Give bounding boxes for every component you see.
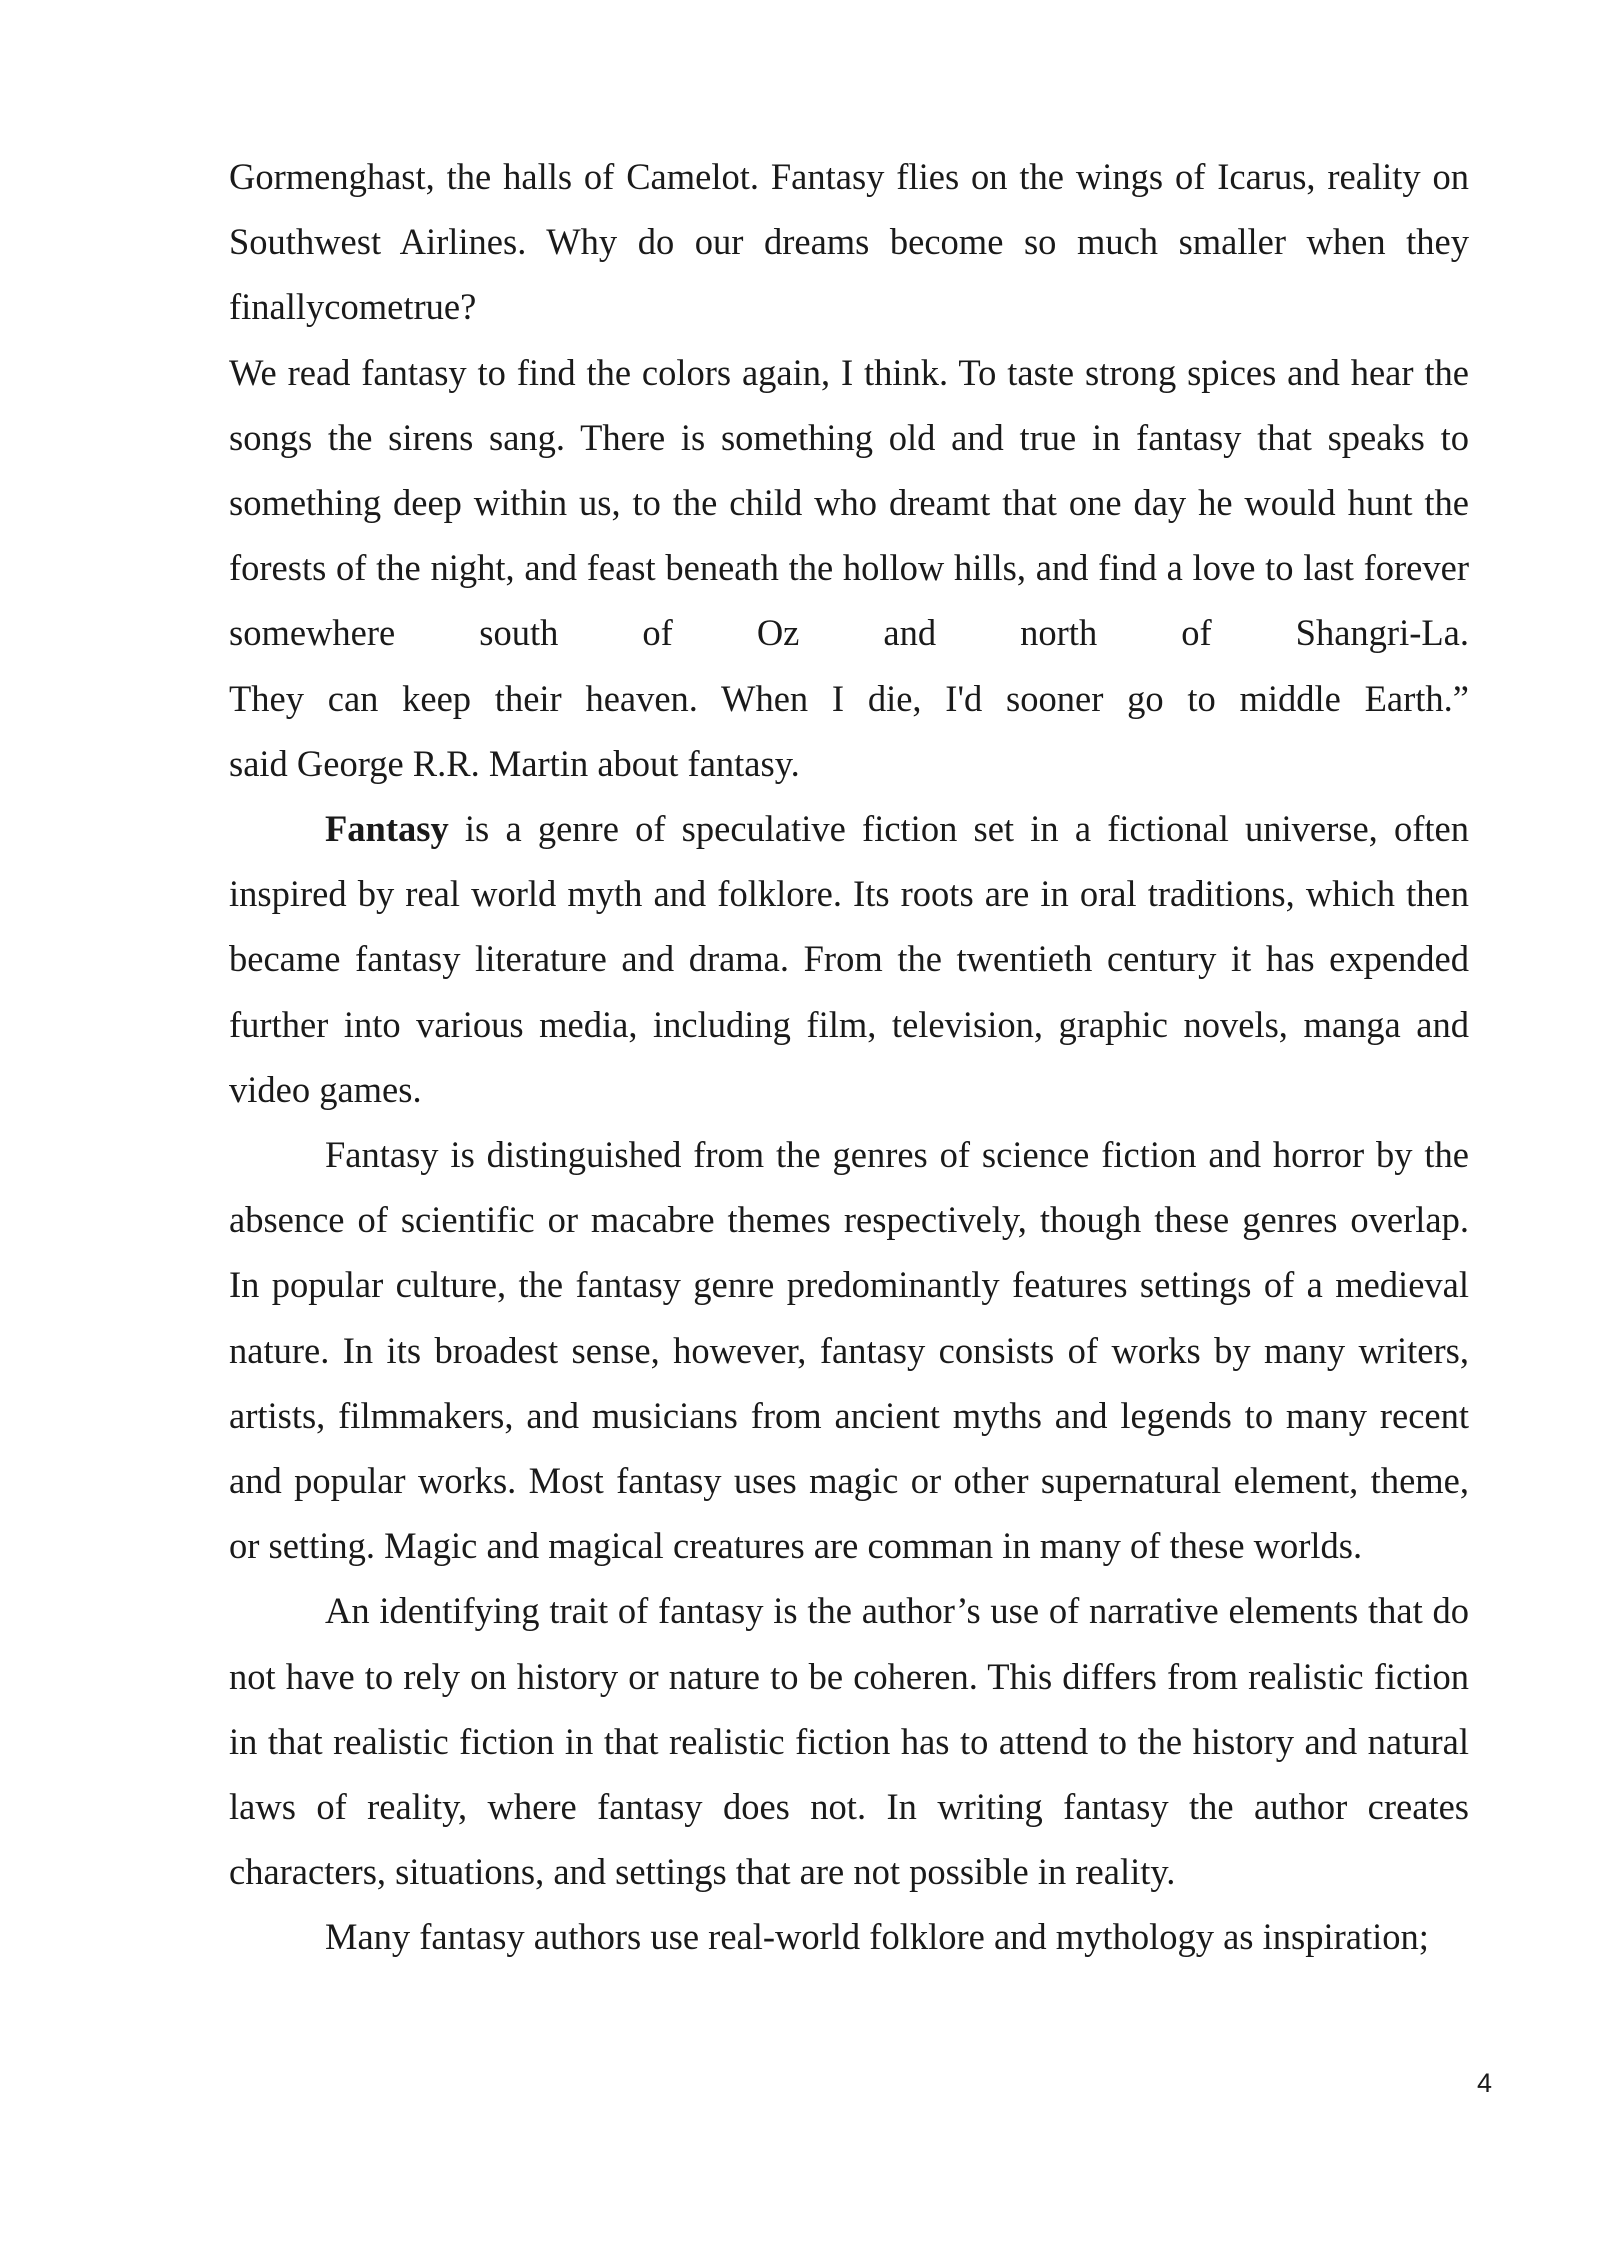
body-text <box>229 144 1469 1970</box>
paragraph-definition <box>229 796 1469 1122</box>
page-number: 4 <box>1476 2068 1492 2098</box>
paragraph: Fantasy is distinguished from the genres of science fiction and horror by the absence of scientific or macabre themes respectively, though these genres overlap. In popular culture, the fantasy genre predominantly features settings of a medieval nature. In its broadest sense, however, fantasy consists of works by many writers, artists, filmmakers, and musicians from ancient myths and legends to many recent and popular works. Most fantasy uses magic or other supernatural element, theme, or setting. Magic and magical creatures are comman in many of these worlds. <box>229 1134 1469 1567</box>
defined-term: Fantasy <box>325 808 449 850</box>
definition-text: is a genre of speculative fiction set in a fictional universe, often inspired by real world myth and folklore. Its roots are in oral traditions, which then became fantasy literature and drama. From the twentieth century it has expended further into various media, including film, television, graphic novels, manga and video games. <box>229 808 1469 1110</box>
paragraph-quote <box>229 340 1469 796</box>
paragraph: Many fantasy authors use real-world folklore and mythology as inspiration; <box>325 1916 1429 1958</box>
paragraph: Gormenghast, the halls of Camelot. Fantasy flies on the wings of Icarus, reality on Southwest Airlines. Why do our dreams become so much smaller when they finallycometrue? <box>229 156 1469 328</box>
quote-main: We read fantasy to find the colors again, I think. To taste strong spices and hear the songs the sirens sang. There is something old and true in fantasy that speaks to something deep within us, to the child who dreamt that one day he would hunt the forests of the night, and feast beneath the hollow hills, and find a love to last forever somewhere south of Oz and north of Shangri-La. <box>229 351 1469 654</box>
paragraph: An identifying trait of fantasy is the author’s use of narrative elements that do not have to rely on history or nature to be coheren. This differs from realistic fiction in that realistic fiction in that realistic fiction has to attend to the history and natural laws of reality, where fantasy does not. In writing fantasy the author creates characters, situations, and settings that are not possible in reality. <box>229 1590 1469 1893</box>
quote-line: They can keep their heaven. When I die, I'd sooner go to middle Earth.” <box>229 677 1469 719</box>
quote-attribution: said George R.R. Martin about fantasy. <box>229 742 800 784</box>
